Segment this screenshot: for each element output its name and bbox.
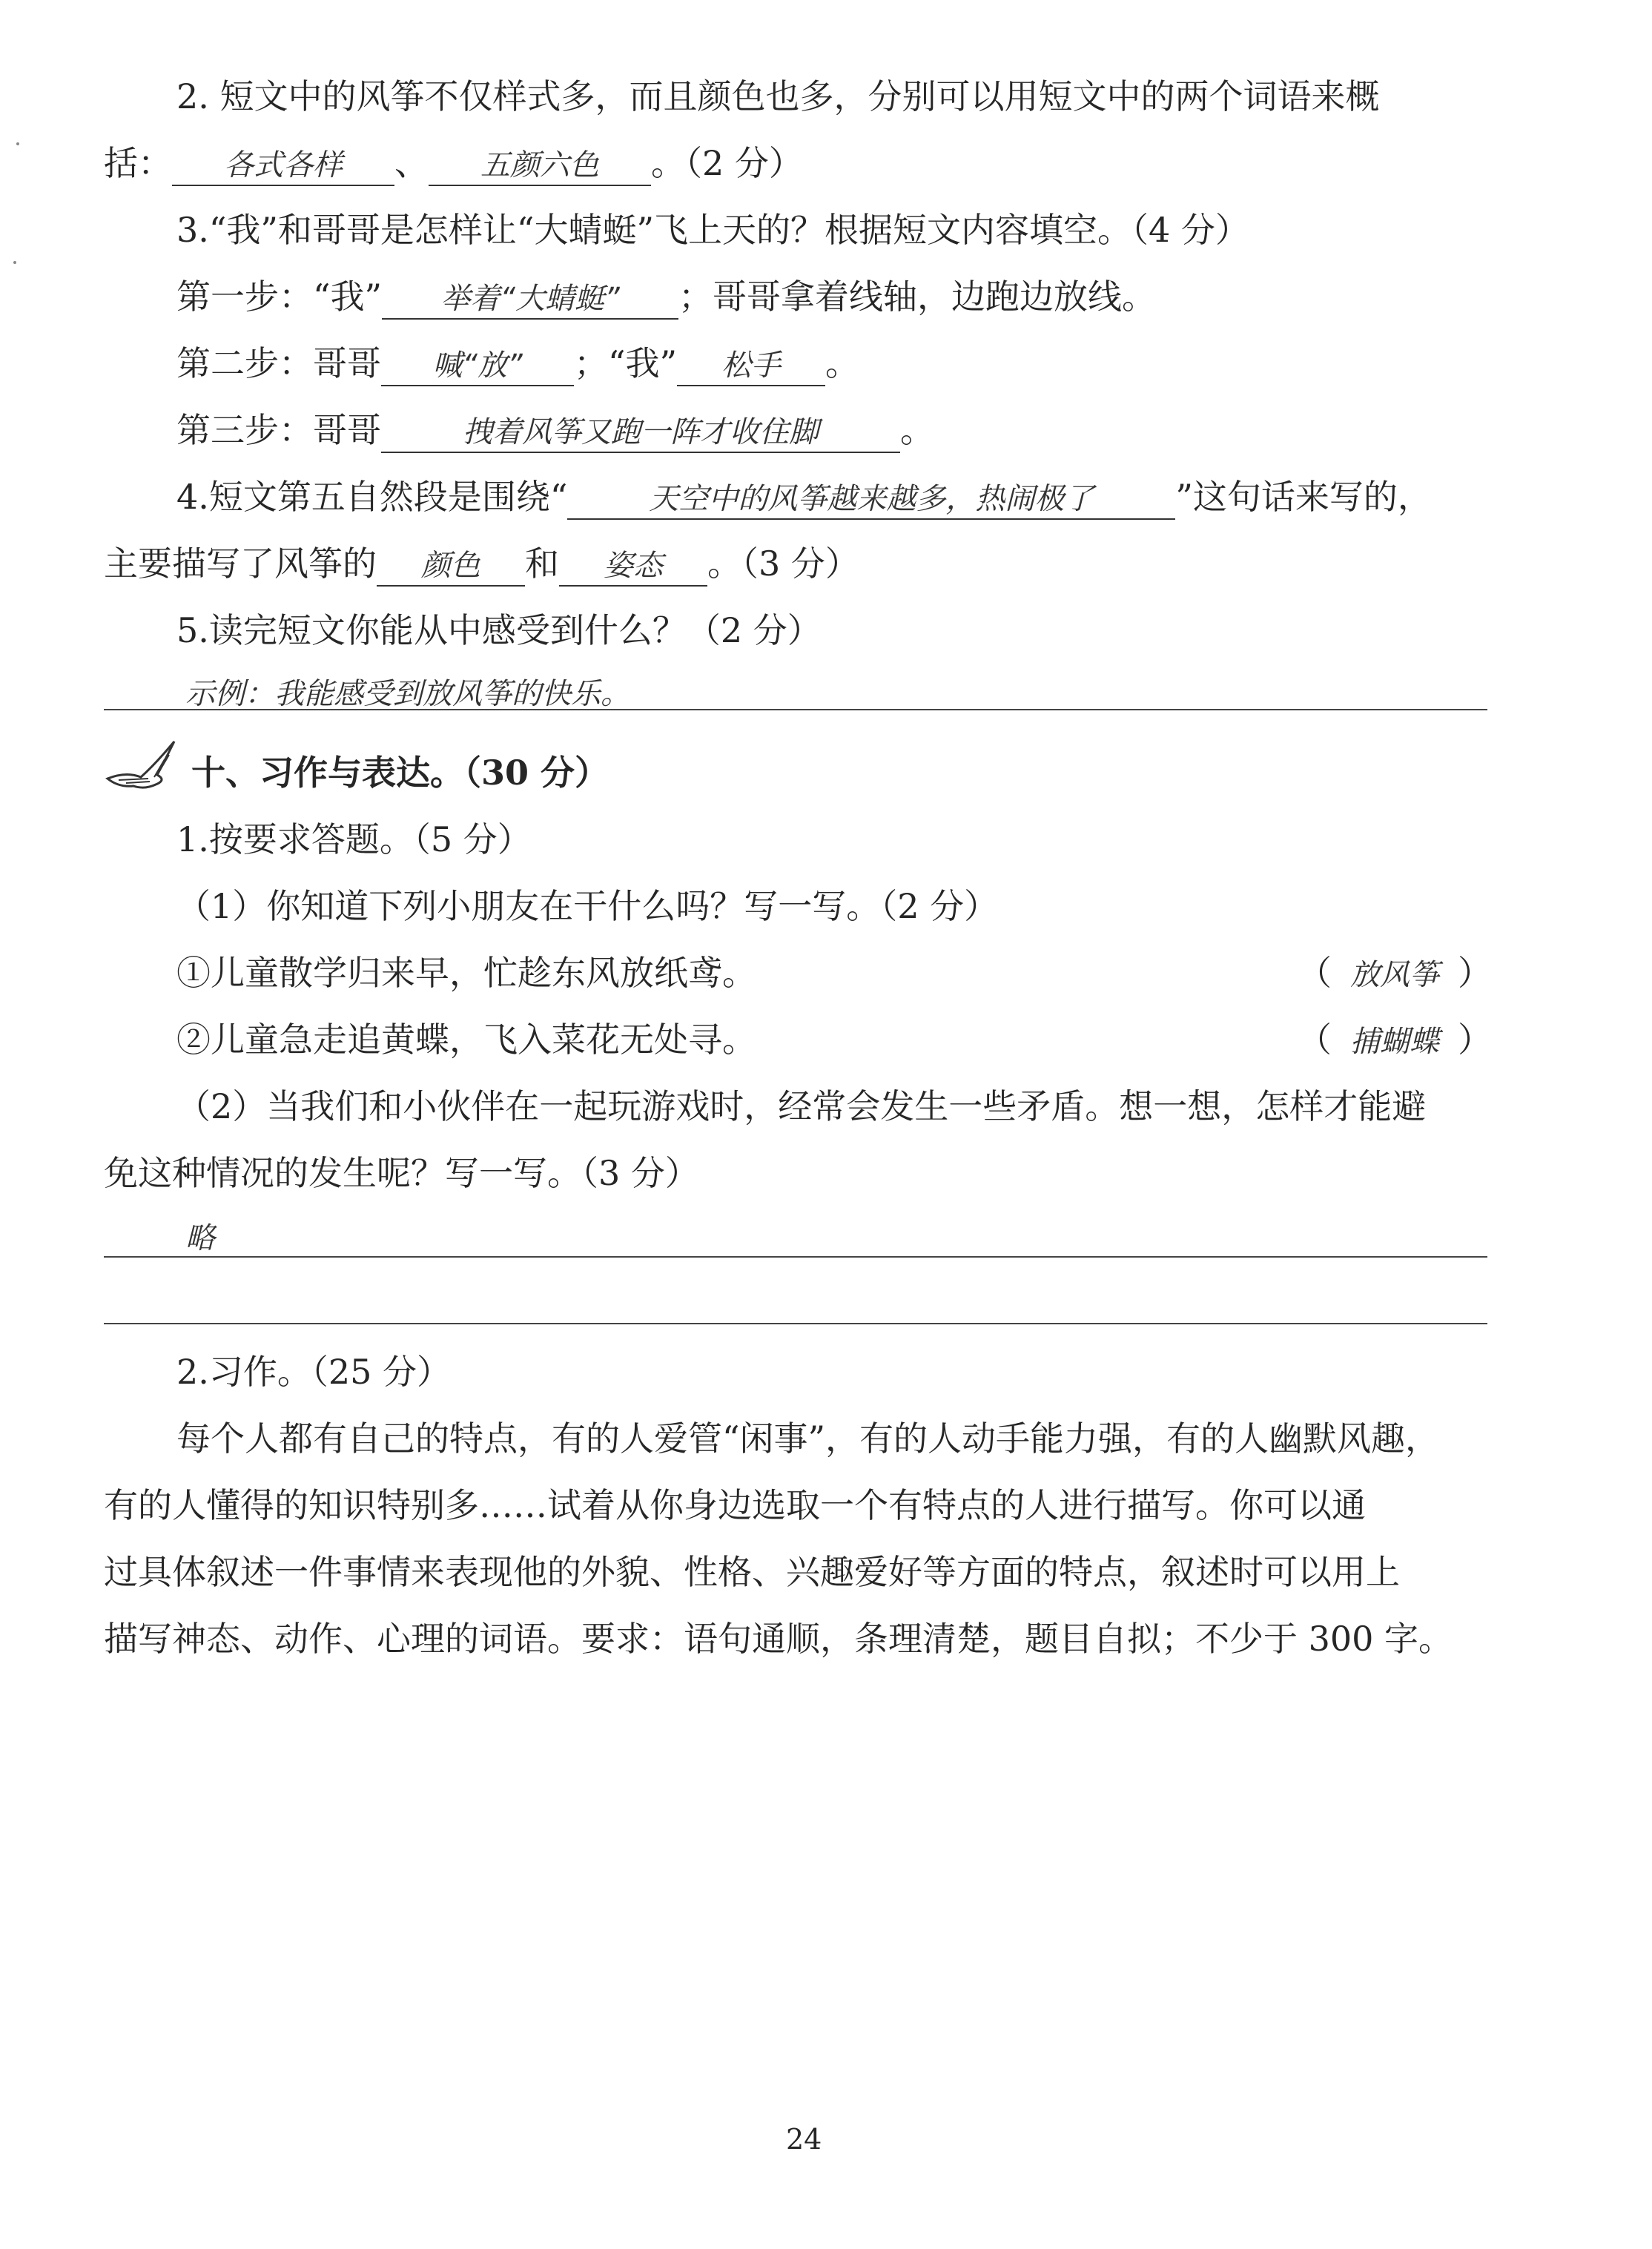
part1-sub2-answer: 略: [185, 1221, 215, 1255]
q4-prefix: 4.短文第五自然段是围绕“: [176, 477, 568, 517]
margin-speck: [16, 142, 19, 145]
q2-prefix: 括：: [104, 143, 172, 183]
part1-sub2-line2: 免这种情况的发生呢？写一写。（3 分）: [104, 1153, 699, 1193]
q5-answer-line: [104, 709, 1487, 710]
answer-line-1: [104, 1256, 1487, 1258]
page-number: 24: [786, 2123, 822, 2156]
q2-line1: 2. 短文中的风筝不仅样式多，而且颜色也多，分别可以用短文中的两个词语来概: [176, 76, 1380, 116]
part2-title: 2.习作。（25 分）: [176, 1352, 452, 1392]
q2-suffix: 。（2 分）: [651, 143, 803, 183]
q3-step2: [176, 341, 859, 386]
q5-title: 5.读完短文你能从中感受到什么？（2 分）: [176, 610, 822, 650]
q4-line2-suffix: 。（3 分）: [707, 544, 859, 584]
q3-step2-answer-2[interactable]: 松手: [677, 346, 825, 386]
q4-answer-posture[interactable]: 姿态: [559, 546, 707, 587]
q2-line2: [104, 141, 803, 186]
q2-answer-1[interactable]: 各式各样: [172, 146, 394, 186]
poem-2-answer-box[interactable]: （ 捕蝴蝶 ）: [1298, 1017, 1492, 1064]
part1-sub1: （1）你知道下列小朋友在干什么吗？写一写。（2 分）: [176, 886, 999, 926]
bird-icon: [104, 734, 178, 801]
section-10-heading-text: 十、习作与表达。（30 分）: [191, 753, 609, 793]
margin-speck: [13, 261, 16, 264]
q3-step3-suffix: 。: [900, 410, 934, 450]
part1-sub2-line1: （2）当我们和小伙伴在一起玩游戏时，经常会发生一些矛盾。想一想，怎样才能避: [176, 1086, 1427, 1126]
part1-title: 1.按要求答题。（5 分）: [176, 819, 532, 859]
poem-1-answer: 放风筝: [1350, 958, 1439, 992]
q4-answer-color[interactable]: 颜色: [377, 546, 525, 587]
poem-1: ①儿童散学归来早，忙趁东风放纸鸢。: [176, 953, 756, 993]
q4-answer-sentence[interactable]: 天空中的风筝越来越多，热闹极了: [567, 480, 1175, 520]
q4-line1: [176, 475, 1432, 520]
q4-and: 和: [525, 544, 559, 584]
q4-line2: [104, 541, 859, 587]
part2-line2: 有的人懂得的知识特别多……试着从你身边选取一个有特点的人进行描写。你可以通: [104, 1485, 1366, 1525]
q2-answer-2[interactable]: 五颜六色: [429, 146, 651, 186]
q3-step2-suffix: 。: [825, 343, 860, 383]
q3-step2-prefix: 第二步：哥哥: [176, 343, 381, 383]
poem-2-answer: 捕蝴蝶: [1350, 1025, 1439, 1059]
q4-suffix: ”这句话来写的，: [1175, 477, 1432, 517]
q3-step3-answer[interactable]: 拽着风筝又跑一阵才收住脚: [381, 413, 900, 453]
q3-step1-suffix: ；哥哥拿着线轴，边跑边放线。: [678, 277, 1157, 317]
q3-step3: [176, 408, 934, 453]
q5-answer: 示例：我能感受到放风筝的快乐。: [185, 677, 630, 711]
part2-line4: 描写神态、动作、心理的词语。要求：语句通顺，条理清楚，题目自拟；不少于 300 字。: [104, 1619, 1453, 1659]
poem-1-answer-box[interactable]: （ 放风筝 ）: [1298, 951, 1492, 997]
q3-step2-mid: ；“我”: [574, 343, 678, 383]
q3-title: 3.“我”和哥哥是怎样让“大蜻蜓”飞上天的？根据短文内容填空。（4 分）: [176, 210, 1249, 250]
q3-step1: [176, 274, 1156, 320]
q3-step3-prefix: 第三步：哥哥: [176, 410, 381, 450]
q3-step1-prefix: 第一步：“我”: [176, 277, 383, 317]
q3-step2-answer-1[interactable]: 喊“放”: [381, 346, 574, 386]
part2-line3: 过具体叙述一件事情来表现他的外貌、性格、兴趣爱好等方面的特点，叙述时可以用上: [104, 1552, 1400, 1592]
q3-step1-answer[interactable]: 举着“大蜻蜓”: [382, 280, 678, 320]
answer-line-2: [104, 1323, 1487, 1324]
section-10-heading: [191, 750, 609, 795]
q2-separator: 、: [394, 143, 429, 183]
poem-2: ②儿童急走追黄蝶，飞入菜花无处寻。: [176, 1020, 756, 1060]
part2-line1: 每个人都有自己的特点，有的人爱管“闲事”，有的人动手能力强，有的人幽默风趣，: [176, 1419, 1440, 1459]
q4-line2-prefix: 主要描写了风筝的: [104, 544, 377, 584]
